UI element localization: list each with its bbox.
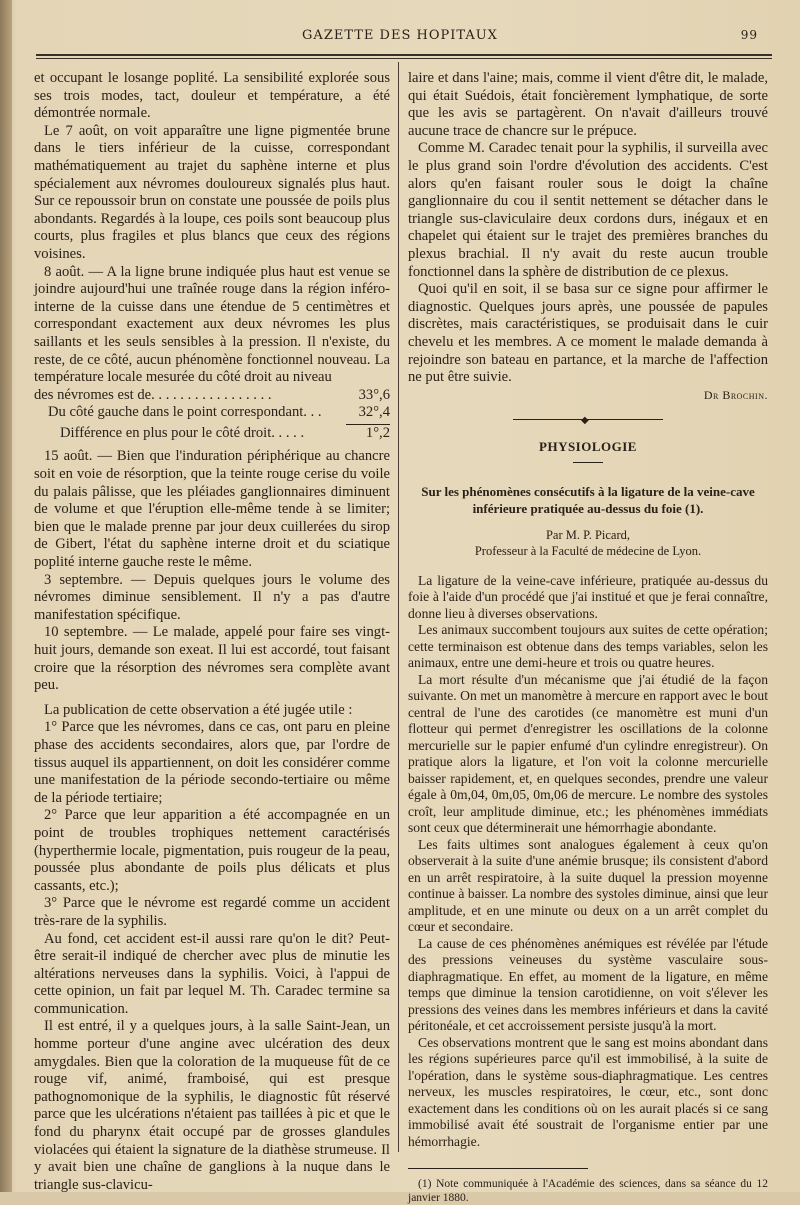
paragraph: Comme M. Caradec tenait pour la syphilis, il surveilla avec le plus grand soin l'ordre d'évolution des accidents. C'est alors qu'en faisant rouler sous le doigt la chaîne ganglionnaire du cou il sentit nettement se détacher dans le triangle sus-claviculaire deux cordons durs, inégaux et en chapelet qui étaient sur le trajet des premières branches du plexus brachial. Il n'y avait du reste aucun trouble fonctionnel dans la sphère de distribution de ce plexus. bbox=[408, 140, 768, 280]
left-column bbox=[34, 70, 390, 1194]
paragraph: La mort résulte d'un mécanisme que j'ai étudié de la façon suivante. On met un manomètre à mercure en rapport avec le bout central de l'une des carotides (ce manomètre est muni d'un flotteur qui permet d'enregistrer les oscillations de la colonne mercurielle sur le papier enfumé d'un cylindre enregistreur). On pratique alors la ligature, et l'on voit la colonne mercurielle baisser rapidement, et, en quelques secondes, prendre une valeur égale à 0m,04, 0m,05, 0m,06 de mercure. Le nombre des systoles croît, leur amplitude diminue, etc.; les phénomènes immédiats sont ceux que déterminerait une hémorrhagie abondante. bbox=[408, 671, 768, 836]
section-separator-ornament bbox=[513, 416, 663, 424]
article-author bbox=[408, 527, 768, 559]
paragraph: 15 août. — Bien que l'induration périphérique au chancre soit en voie de résorption, que la teinte rouge cerise du voile du palais pâlisse, que les pléiades ganglionnaires diminuent de volume et que l'éruption elle-même tende à se limiter; bien que le malade prenne par jour deux cuillerées du sirop de Gibert, l'état du saphène interne droit et du sciatique poplité interne gauche reste le même. bbox=[34, 448, 390, 571]
page-header bbox=[30, 28, 770, 52]
footnote: (1) Note communiquée à l'Académie des sciences, dans sa séance du 12 janvier 1880. bbox=[408, 1178, 768, 1205]
measure-label: Du côté gauche dans le point correspondant. . . bbox=[48, 404, 322, 421]
paragraph: 2° Parce que leur apparition a été accompagnée en un point de troubles trophiques nettement caractérisés (hyperthermie locale, pigmentation, puis rougeur de la peau, poussée plus abondante de poils plus délicats et plus cassants, etc.); bbox=[34, 807, 390, 894]
measure-value: 1°,2 bbox=[365, 424, 390, 441]
page-number: 99 bbox=[740, 28, 758, 42]
title-underline bbox=[573, 462, 603, 463]
paragraph: La publication de cette observation a été jugée utile : bbox=[44, 701, 353, 718]
paragraph: 1° Parce que les névromes, dans ce cas, ont paru en pleine phase des accidents secondaires, alors que, par l'ordre de tissus auquel ils appartiennent, on doit les considérer comme une manifestation de la période secondo-tertiaire ou même de la période tertiaire; bbox=[34, 719, 390, 806]
paragraph: Au fond, cet accident est-il aussi rare qu'on le dit? Peut-être serait-il indiqué de chercher avec plus de minutie les altérations nerveuses dans la syphilis. Voici, à l'appui de cette opinion, un fait par lequel M. Th. Caradec termine sa communication. bbox=[34, 930, 390, 1017]
header-double-rule bbox=[36, 54, 772, 59]
paragraph: Ces observations montrent que le sang est moins abondant dans les régions supérieures parce qu'il est immobilisé, à la suite de l'opération, dans le système sous-diaphragmatique. Les centres nerveux, les muscles respiratoires, le cœur, etc., sont donc exactement dans les conditions où on les aurait placés si ce sang immobilisé avait été soustrait de l'organisme entier par une hémorrhagie. bbox=[408, 1034, 768, 1149]
right-column bbox=[408, 70, 768, 1205]
footnote-rule bbox=[408, 1168, 588, 1169]
article-body bbox=[408, 573, 768, 1151]
paragraph: Les animaux succombent toujours aux suites de cette opération; cette terminaison est obtenue dans des temps variables, selon les animaux, entre une demi-heure et trois ou quatre heures. bbox=[408, 622, 768, 671]
measure-label: Différence en plus pour le côté droit. . . . . bbox=[60, 424, 305, 441]
measure-value: 33°,6 bbox=[358, 386, 390, 403]
paragraph: 3° Parce que le névrome est regardé comme un accident très-rare de la syphilis. bbox=[34, 895, 390, 929]
paragraph: Quoi qu'il en soit, il se basa sur ce signe pour affirmer le diagnostic. Quelques jours après, une poussée de papules discrètes, mais caractéristiques, se produisait dans le cuir chevelu et les membres. A ce moment le malade demanda à rejoindre son bateau en partance, et la marche de l'affection ne put être suivie. bbox=[408, 281, 768, 386]
paragraph: La cause de ces phénomènes anémiques est révélée par l'étude des pressions veineuses du système vasculaire sous-diaphragmatique. En effet, au moment de la ligature, en même temps que diminue la tension carotidienne, on voit s'élever les pressions des veines dans les membres inférieurs et dans la cavité péritonéale, et cet accroissement persiste jusqu'à la mort. bbox=[408, 935, 768, 1034]
paragraph: Le 7 août, on voit apparaître une ligne pigmentée brune dans le tiers inférieur de la cuisse, correspondant mathématiquement au trajet du saphène interne et plus spécialement aux névromes douloureux signalés plus haut. Sur ce repoussoir brun on constate une poussée de poils plus abondants. Regardés à la loupe, ces poils sont beaucoup plus courts, plus fragiles et plus blancs que ceux des régions voisines. bbox=[34, 122, 390, 262]
page-binding-edge bbox=[0, 0, 12, 1192]
author-line: Par M. P. Picard, bbox=[545, 527, 631, 542]
journal-title: GAZETTE DES HOPITAUX bbox=[302, 28, 498, 43]
section-title: PHYSIOLOGIE bbox=[539, 439, 637, 455]
paragraph: Les faits ultimes sont analogues également à ceux qu'on observerait à la suite d'une anémie brusque; ils consistent d'abord en un arrêt respiratoire, à la suite duquel la pression moyenne continue à baisser. La nombre des systoles diminue, ainsi que leur amplitude, et en une minute ou deux on a un arrêt complet du cœur et secondaire. bbox=[408, 836, 768, 935]
author-affiliation: Professeur à la Faculté de médecine de Lyon. bbox=[474, 543, 702, 558]
temperature-right bbox=[34, 387, 390, 405]
paragraph: 8 août. — A la ligne brune indiquée plus haut est venue se joindre aujourd'hui une traînée rouge dans la région inféro-interne de la cuisse dans une étendue de 5 centimètres et correspondant exactement aux deux névromes les plus saillants et les seuls sensibles à la pression. Il n'existe, du reste, de ce côté, aucun phénomène fonctionnel nouveau. La température locale mesurée du côté droit au niveau bbox=[34, 263, 390, 386]
measure-value: 32°,4 bbox=[358, 404, 390, 421]
author-signature: Dr Brochin. bbox=[703, 387, 768, 402]
paragraph: 10 septembre. — Le malade, appelé pour faire ses vingt-huit jours, demande son exeat. Il lui est accordé, tout faisant croire que la résorption des névromes sera complète avant peu. bbox=[34, 624, 390, 694]
column-divider bbox=[398, 62, 399, 1152]
paragraph: laire et dans l'aine; mais, comme il vient d'être dit, le malade, qui était Suédois, était foncièrement lymphatique, de sorte que les avis se partagèrent. On n'avait d'ailleurs trouvé aucune trace de chancre sur le prépuce. bbox=[408, 70, 768, 139]
paragraph: La ligature de la veine-cave inférieure, pratiquée au-dessus du foie à l'aide d'un procédé que j'ai institué et que je ferai connaître, donne lieu à diverses observations. bbox=[408, 572, 768, 621]
article-title: Sur les phénomènes consécutifs à la ligature de la veine-cave inférieure pratiquée au-dessus du foie (1). bbox=[421, 483, 755, 516]
paragraph: et occupant le losange poplité. La sensibilité explorée sous ses trois modes, tact, douleur et température, a été démontrée normale. bbox=[34, 70, 390, 122]
paragraph: 3 septembre. — Depuis quelques jours le volume des névromes diminue sensiblement. Il n'y a pas d'autre manifestation spécifique. bbox=[34, 571, 390, 623]
temperature-left bbox=[34, 404, 390, 422]
paragraph: Il est entré, il y a quelques jours, à la salle Saint-Jean, un homme porteur d'une angine avec ulcération des deux amygdales. Bien que la coloration de la muqueuse fût de ce rouge vif, animé, framboisé, qui est presque pathognomonique de la syphilis, le diagnostic fût réservé parce que les ulcérations n'étaient pas taillées à pic et que le fond du pharynx était occupé par de grosses glandules violacées qui étaient la signature de la diathèse strumeuse. Il y avait bien une chaîne de ganglions à la nuque dans le triangle sus-clavicu- bbox=[34, 1018, 390, 1193]
temperature-difference bbox=[34, 425, 390, 443]
measure-label: des névromes est de. . . . . . . . . . . . . . . . . bbox=[34, 386, 272, 403]
